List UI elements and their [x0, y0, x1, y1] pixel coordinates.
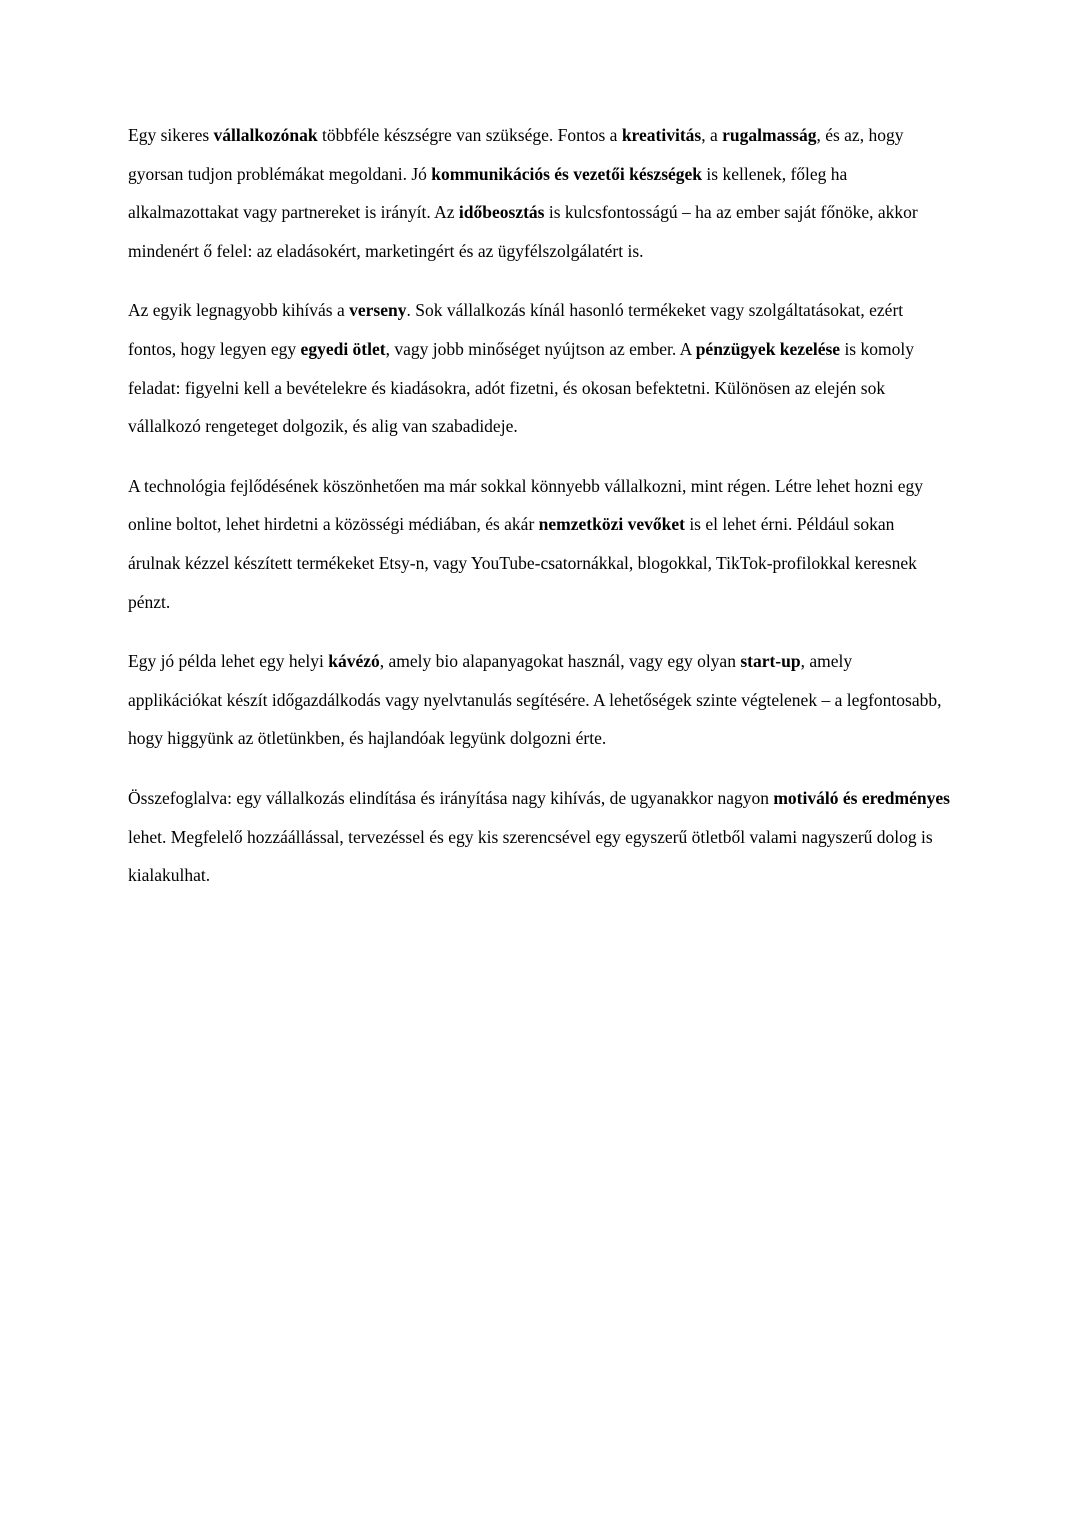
- text-run: is komoly feladat: figyelni kell a bevételekre és kiadásokra, adót fizetni, és okosan befektetni. Különösen az elején sok vállalkozó rengeteget dolgozik, és alig van szabadideje.: [128, 338, 914, 437]
- text-run: Egy jó példa lehet egy helyi: [128, 651, 329, 672]
- text-run: , és az, hogy gyorsan tudjon problémákat megoldani. Jó: [128, 125, 904, 184]
- bold-text-run: pénzügyek kezelése: [695, 338, 841, 359]
- text-run: , amely bio alapanyagokat használ, vagy egy olyan: [379, 651, 741, 672]
- text-run: Az egyik legnagyobb kihívás a: [128, 300, 350, 321]
- text-run: is kulcsfontosságú – ha az ember saját főnöke, akkor mindenért ő felel: az eladásokért, marketingért és az ügyfélszolgálatért is.: [128, 202, 918, 261]
- bold-text-run: egyedi ötlet: [300, 338, 386, 359]
- bold-text-run: motiváló és eredményes: [773, 787, 950, 808]
- text-run: lehet. Megfelelő hozzáállással, tervezéssel és egy kis szerencsével egy egyszerű ötletből valami nagyszerű dolog is kialakulhat.: [128, 826, 933, 886]
- paragraph: [128, 291, 950, 445]
- paragraph: [128, 116, 950, 270]
- bold-text-run: start-up: [740, 651, 801, 672]
- paragraph: [128, 779, 950, 895]
- text-run: is el lehet érni. Például sokan árulnak kézzel készített termékeket Etsy-n, vagy YouTube-csatornákkal, blogokkal, TikTok-profilokkal keresnek pénzt.: [128, 514, 917, 612]
- bold-text-run: kreativitás: [621, 125, 702, 145]
- text-run: többféle készségre van szüksége. Fontos a: [317, 125, 622, 145]
- paragraph: [128, 642, 950, 758]
- text-run: , amely applikációkat készít időgazdálkodás vagy nyelvtanulás segítésére. A lehetőségek szinte végtelenek – a legfontosabb, hogy higgyünk az ötletünkben, és hajlandóak legyünk dolgozni érte.: [128, 651, 942, 749]
- text-run: , vagy jobb minőséget nyújtson az ember. A: [385, 338, 696, 359]
- text-run: Egy sikeres: [128, 125, 214, 145]
- bold-text-run: kávézó: [328, 651, 380, 672]
- text-run: Összefoglalva: egy vállalkozás elindítása és irányítása nagy kihívás, de ugyanakkor nagyon: [128, 787, 774, 808]
- bold-text-run: kommunikációs és vezetői készségek: [431, 163, 703, 184]
- text-run: . Sok vállalkozás kínál hasonló termékeket vagy szolgáltatásokat, ezért fontos, hogy legyen egy: [128, 300, 904, 359]
- bold-text-run: verseny: [349, 300, 407, 321]
- paragraph: [128, 467, 950, 621]
- bold-text-run: rugalmasság: [722, 125, 817, 145]
- text-run: is kellenek, főleg ha alkalmazottakat vagy partnereket is irányít. Az: [128, 163, 848, 223]
- document-body: [128, 116, 950, 916]
- bold-text-run: időbeosztás: [458, 202, 545, 223]
- text-run: , a: [701, 125, 723, 145]
- bold-text-run: vállalkozónak: [213, 125, 318, 145]
- bold-text-run: nemzetközi vevőket: [538, 514, 685, 535]
- text-run: A technológia fejlődésének köszönhetően ma már sokkal könnyebb vállalkozni, mint régen. Létre lehet hozni egy online boltot, lehet hirdetni a közösségi médiában, és akár: [128, 475, 924, 535]
